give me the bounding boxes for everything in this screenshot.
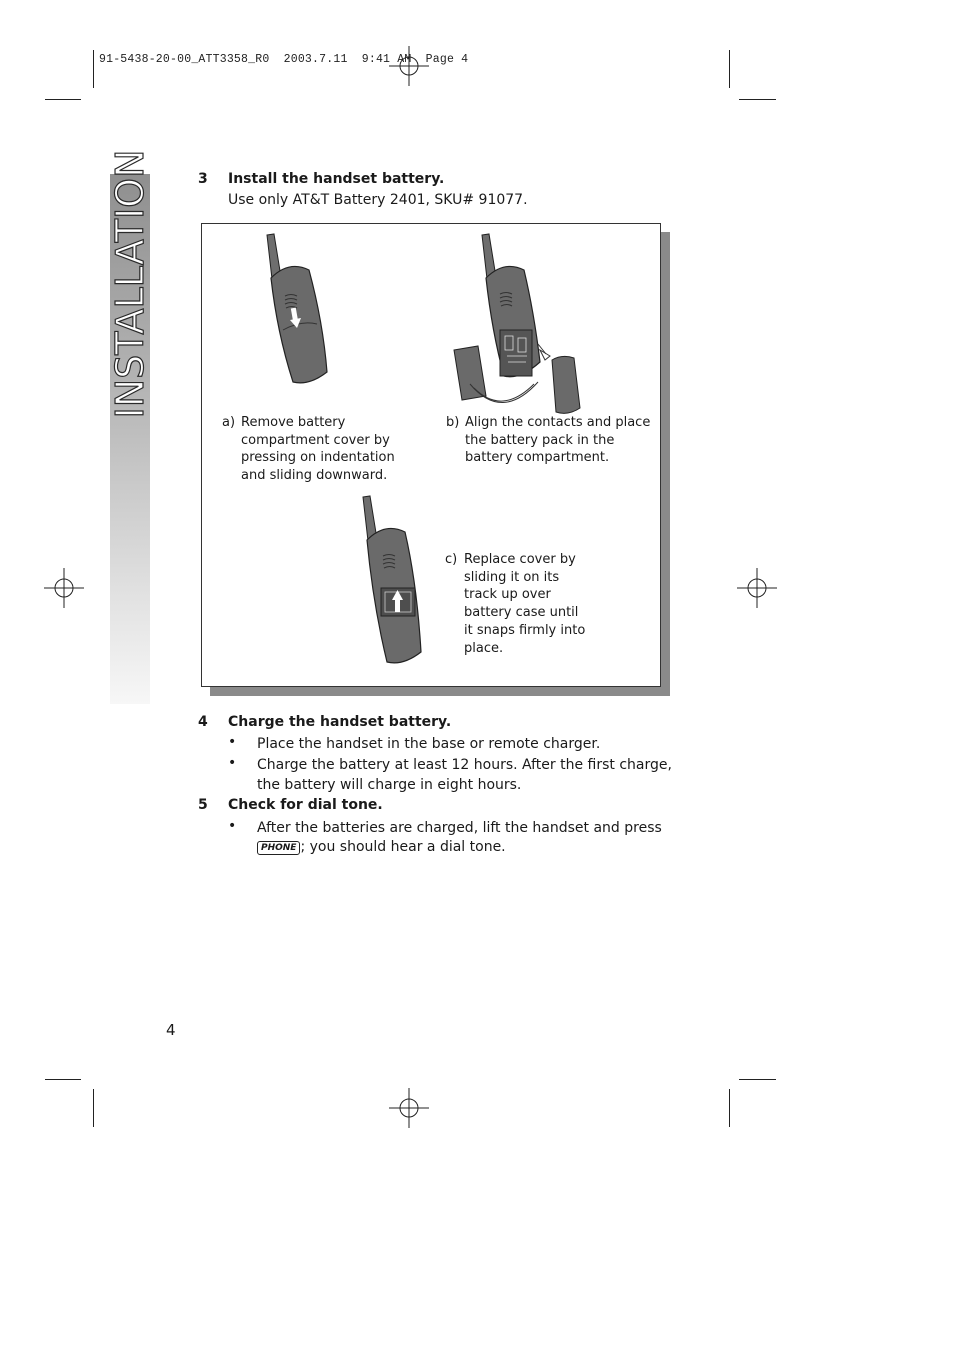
registration-mark-top [389, 46, 429, 86]
caption-c-line: track up over [464, 587, 551, 603]
caption-c-line: sliding it on its [464, 569, 560, 585]
handset-illustration-c [347, 494, 437, 666]
caption-b-line: Align the contacts and place [465, 415, 651, 430]
registration-mark-right [737, 568, 777, 608]
caption-a [222, 414, 412, 494]
caption-c-line: Replace cover by [464, 552, 576, 567]
step-4-bullet: Place the handset in the base or remote charger. [257, 736, 601, 752]
bullet-symbol: • [228, 755, 237, 771]
caption-c-label: c) [445, 552, 458, 567]
section-tab [108, 149, 152, 704]
step-3-number: 3 [198, 171, 208, 187]
caption-b-line: the battery pack in the [465, 432, 615, 448]
bullet-symbol: • [228, 734, 237, 750]
step-5-bullet: After the batteries are charged, lift the handset and press [257, 820, 662, 836]
handset-illustration-a [257, 232, 337, 387]
registration-mark-left [44, 568, 84, 608]
phone-key-icon: PHONE [257, 841, 300, 855]
step-3-title: Install the handset battery. [228, 171, 445, 187]
caption-b-line: battery compartment. [465, 450, 610, 466]
handset-illustration-b [452, 232, 602, 417]
step-4-number: 4 [198, 714, 208, 730]
bullet-symbol: • [228, 818, 237, 834]
step-4-title: Charge the handset battery. [228, 714, 452, 730]
caption-c-line: battery case until [464, 605, 579, 621]
caption-c-line: it snaps firmly into [464, 622, 586, 638]
caption-c-line: place. [464, 640, 504, 656]
battery-install-figure [201, 223, 661, 687]
caption-a-line: compartment cover by [241, 432, 390, 448]
step-5-bullet-continued [257, 837, 506, 857]
caption-a-line: Remove battery [241, 415, 346, 430]
caption-a-line: and sliding downward. [241, 468, 388, 484]
caption-b [446, 414, 656, 474]
caption-b-label: b) [446, 415, 460, 430]
step-5-bullet-tail: ; you should hear a dial tone. [300, 839, 506, 855]
step-4-bullet-continued: the battery will charge in eight hours. [257, 777, 522, 793]
step-3-text: Use only AT&T Battery 2401, SKU# 91077. [228, 192, 528, 208]
step-4-bullet: Charge the battery at least 12 hours. After the first charge, [257, 757, 672, 773]
step-5-title: Check for dial tone. [228, 797, 383, 813]
caption-c [445, 551, 605, 661]
section-tab-label: INSTALLATION [108, 149, 152, 419]
caption-a-line: pressing on indentation [241, 450, 395, 466]
print-slug-line: 91-5438-20-00_ATT3358_R0 2003.7.11 9:41 AM Page 4 [99, 53, 469, 66]
step-5-number: 5 [198, 797, 208, 813]
registration-mark-bottom [389, 1088, 429, 1128]
page-number: 4 [166, 1021, 176, 1039]
caption-a-label: a) [222, 415, 236, 430]
